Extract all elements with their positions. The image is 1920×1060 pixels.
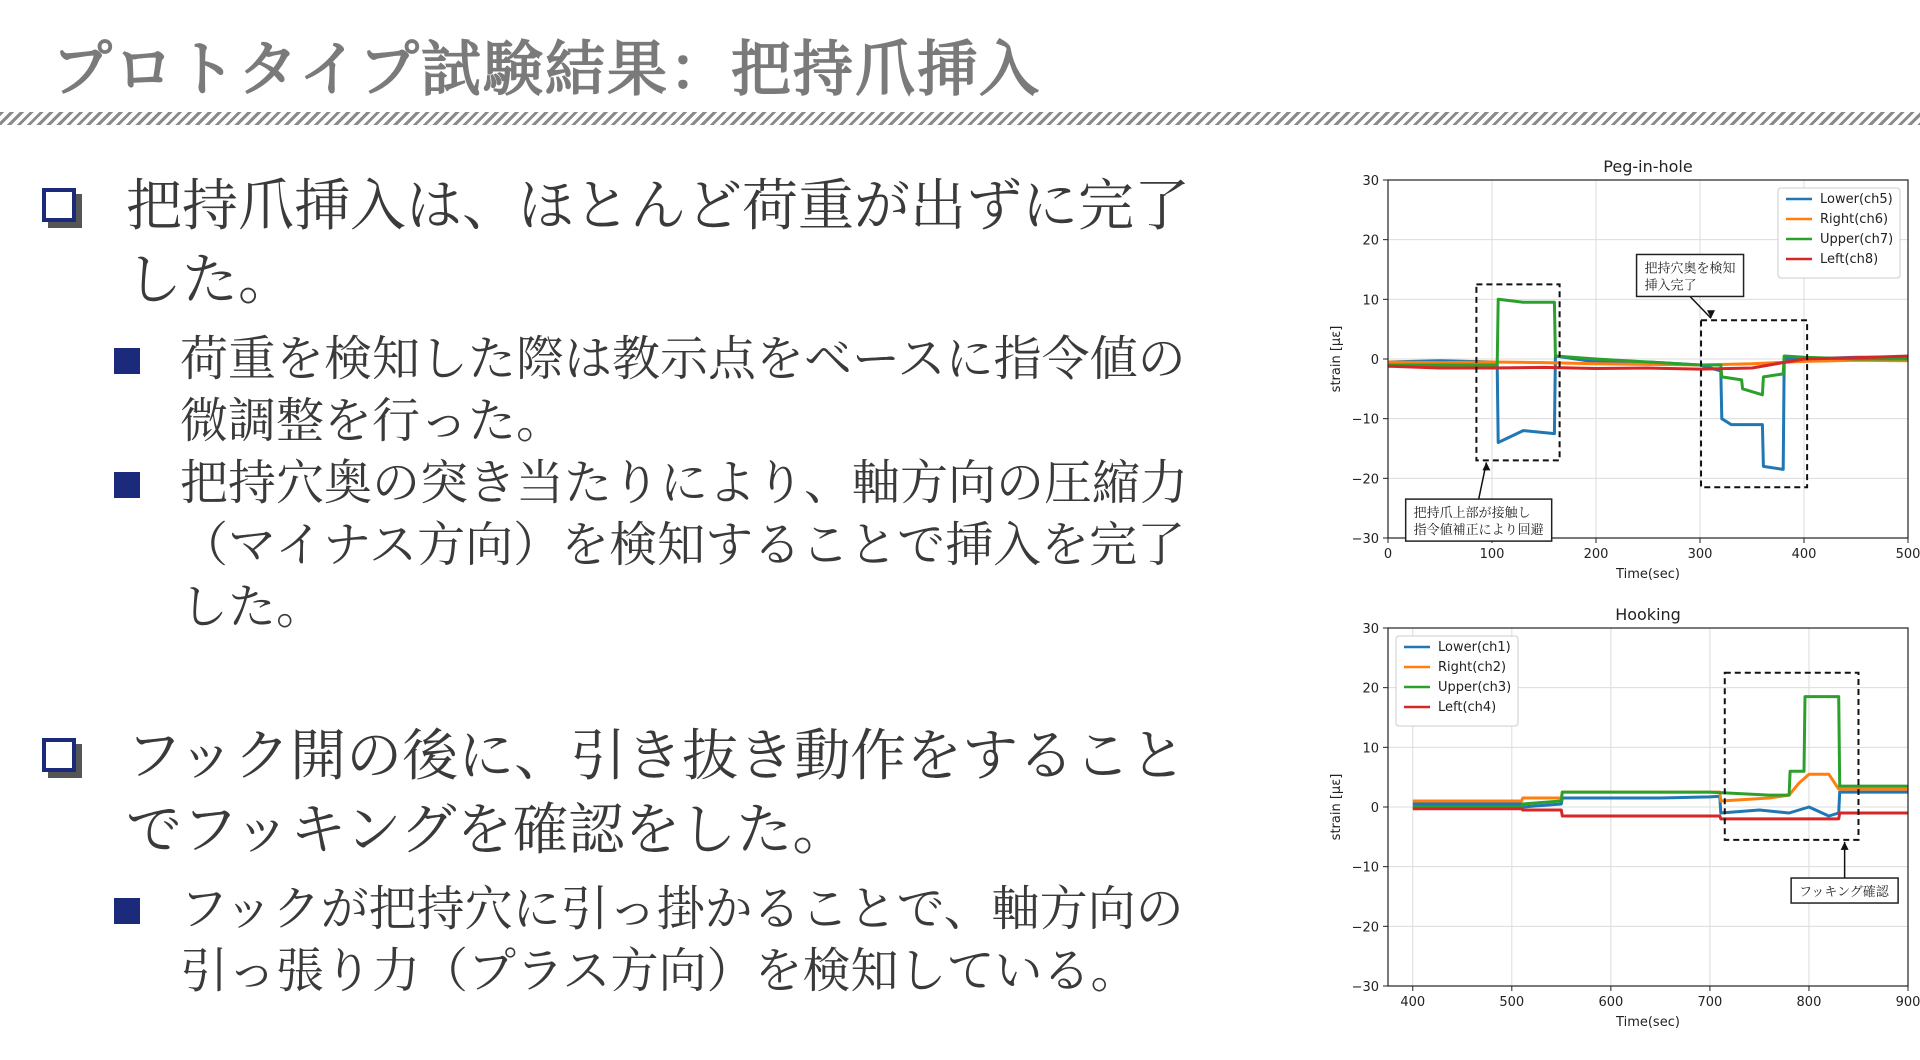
bullet-1-sub-2 — [38, 452, 1238, 638]
bullet-2-sub-1-line-1: フックが把持穴に引っ掛かることで、軸方向の — [180, 881, 1184, 937]
annotation-label: 把持爪上部が接触し — [1413, 506, 1531, 522]
filled-square-bullet-icon — [114, 898, 140, 924]
bullet-1-line-2: した。 — [126, 248, 294, 313]
legend-label: Lower(ch5) — [1820, 192, 1893, 207]
chart-svg — [1300, 598, 1920, 1028]
annotation-label: 挿入完了 — [1644, 278, 1697, 294]
x-tick-label: 100 — [1479, 547, 1505, 562]
y-tick-label: 20 — [1362, 681, 1379, 697]
y-tick-label: 30 — [1362, 622, 1379, 637]
bullet-2-line-1: フック開の後に、引き抜き動作をすること — [126, 724, 1187, 789]
arrowhead-icon — [1707, 310, 1715, 318]
bullet-1 — [38, 170, 1238, 318]
y-tick-label: −10 — [1351, 860, 1379, 876]
annotation-label: フッキング確認 — [1799, 885, 1889, 901]
bullet-1-sub-1-line-2: 微調整を行った。 — [180, 393, 565, 449]
y-axis-label: strain [με] — [1329, 325, 1344, 393]
legend-label: Upper(ch7) — [1820, 232, 1894, 247]
legend-label: Left(ch4) — [1438, 700, 1497, 715]
x-tick-label: 700 — [1697, 995, 1723, 1010]
y-tick-label: −20 — [1351, 472, 1379, 488]
chart-title: Hooking — [1615, 605, 1681, 624]
filled-square-bullet-icon — [114, 472, 140, 498]
y-tick-label: −30 — [1351, 980, 1379, 995]
bullet-1-sub-1 — [38, 328, 1238, 452]
annotation-label: 指令値補正により回避 — [1413, 523, 1544, 539]
annotation-box — [1701, 320, 1807, 487]
title-divider — [0, 112, 1920, 125]
y-tick-label: 0 — [1370, 801, 1379, 816]
bullet-2-sub-1 — [38, 878, 1238, 1002]
legend-label: Right(ch6) — [1820, 212, 1889, 227]
x-tick-label: 500 — [1895, 547, 1920, 562]
chart-title: Peg-in-hole — [1603, 157, 1693, 176]
y-tick-label: 0 — [1370, 353, 1379, 368]
arrowhead-icon — [1841, 842, 1849, 850]
y-tick-label: 10 — [1362, 741, 1379, 757]
bullet-1-sub-1-line-1: 荷重を検知した際は教示点をベースに指令値の — [180, 331, 1186, 387]
slide-title: プロトタイプ試験結果：把持爪挿入 — [52, 35, 1041, 105]
annotation-label: 把持穴奥を検知 — [1644, 261, 1736, 277]
series-line-1 — [1388, 356, 1908, 469]
bullet-2-line-2: でフッキングを確認をした。 — [126, 798, 849, 863]
legend-label: Upper(ch3) — [1438, 680, 1512, 695]
x-tick-label: 400 — [1791, 547, 1817, 562]
x-tick-label: 600 — [1598, 995, 1624, 1010]
y-tick-label: −20 — [1351, 920, 1379, 936]
legend-label: Lower(ch1) — [1438, 640, 1511, 655]
filled-square-bullet-icon — [114, 348, 140, 374]
legend-label: Right(ch2) — [1438, 660, 1507, 675]
bullet-1-sub-2-line-2: （マイナス方向）を検知することで挿入を完了 — [180, 517, 1186, 573]
y-tick-label: −10 — [1351, 412, 1379, 428]
x-tick-label: 300 — [1687, 547, 1713, 562]
bullet-1-sub-2-line-3: した。 — [180, 579, 325, 635]
y-tick-label: −30 — [1351, 532, 1379, 547]
y-tick-label: 10 — [1362, 293, 1379, 309]
x-tick-label: 500 — [1499, 995, 1525, 1010]
y-tick-label: 30 — [1362, 174, 1379, 189]
slide-body — [38, 170, 1238, 1002]
bullet-2-sub-1-line-2: 引っ張り力（プラス方向）を検知している。 — [180, 943, 1139, 999]
hooking-chart — [1300, 598, 1920, 1028]
y-axis-label: strain [με] — [1329, 773, 1344, 841]
series-line-3 — [1388, 299, 1908, 395]
legend-label: Left(ch8) — [1820, 252, 1879, 267]
chart-svg — [1300, 150, 1920, 580]
x-axis-label: Time(sec) — [1616, 1015, 1680, 1028]
hollow-square-bullet-icon — [42, 188, 76, 222]
x-tick-label: 200 — [1583, 547, 1609, 562]
hollow-square-bullet-icon — [42, 738, 76, 772]
bullet-2 — [38, 720, 1238, 868]
bullet-1-sub-2-line-1: 把持穴奥の突き当たりにより、軸方向の圧縮力 — [180, 455, 1189, 511]
x-tick-label: 800 — [1796, 995, 1822, 1010]
x-tick-label: 900 — [1895, 995, 1920, 1010]
y-tick-label: 20 — [1362, 233, 1379, 249]
x-axis-label: Time(sec) — [1616, 567, 1680, 580]
bullet-1-line-1: 把持爪挿入は、ほとんど荷重が出ずに完了 — [126, 174, 1190, 239]
arrowhead-icon — [1482, 462, 1490, 470]
x-tick-label: 400 — [1400, 995, 1426, 1010]
series-line-1 — [1413, 792, 1908, 816]
peg-in-hole-chart — [1300, 150, 1920, 580]
x-tick-label: 0 — [1383, 547, 1393, 562]
